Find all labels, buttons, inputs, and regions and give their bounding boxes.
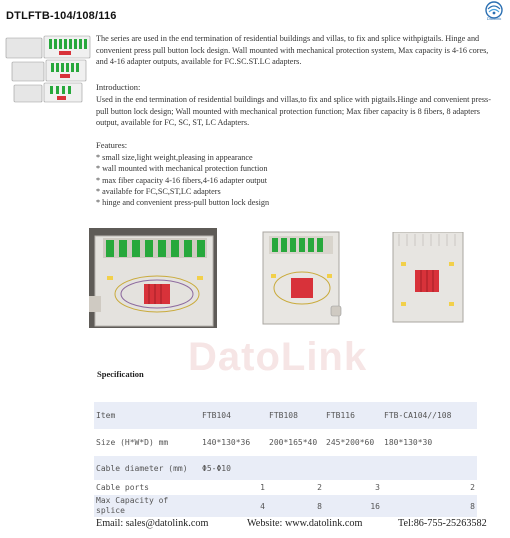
feature-item: * hinge and convenient press-pull button lock design bbox=[96, 198, 270, 208]
table-cell: FTB108 bbox=[267, 402, 324, 429]
document-title: DTLFTB-104/108/116 bbox=[6, 10, 117, 22]
table-cell: 2 bbox=[317, 483, 322, 492]
table-cell: 1 bbox=[260, 483, 265, 492]
feature-item: * max fiber capacity 4-16 fibers,4-16 adapter output bbox=[96, 175, 267, 185]
table-cell: Item bbox=[94, 402, 200, 429]
table-cell: Size (H*W*D) mm bbox=[96, 438, 169, 447]
table-cell: 16 bbox=[324, 495, 382, 517]
table-cell: 3 bbox=[375, 483, 380, 492]
specification-heading: Specification bbox=[97, 369, 144, 379]
table-row bbox=[94, 480, 477, 495]
table-cell: Cable ports bbox=[96, 483, 149, 492]
table-cell: Φ5-Φ10 bbox=[200, 456, 477, 480]
table-row bbox=[94, 495, 477, 517]
product-thumb-ftb104 bbox=[12, 81, 86, 110]
feature-item: * small size,light weight,pleasing in appearance bbox=[96, 153, 253, 162]
table-row bbox=[94, 429, 477, 456]
watermark: DatoLink bbox=[188, 335, 368, 379]
introduction-heading: Introduction: bbox=[96, 82, 141, 92]
table-cell: Cable diameter (mm) bbox=[94, 456, 200, 480]
contact-footer bbox=[96, 518, 508, 534]
product-photo-open-8-port bbox=[257, 228, 347, 333]
product-photo-open-4-port bbox=[389, 232, 467, 331]
specification-table bbox=[94, 402, 477, 517]
features-heading: Features: bbox=[96, 140, 128, 150]
table-cell: 140*130*36 bbox=[202, 438, 251, 447]
table-cell: FTB116 bbox=[324, 402, 382, 429]
table-row bbox=[94, 402, 477, 429]
product-photo-open-16-port bbox=[89, 228, 217, 333]
footer-website: Website: www.datolink.com bbox=[247, 518, 363, 529]
footer-telephone: Tel:86-755-25263582 bbox=[398, 518, 487, 529]
table-cell: Max Capacity of splice bbox=[94, 495, 200, 517]
logo-text: Datolink bbox=[486, 16, 502, 21]
table-cell: 200*165*40 bbox=[269, 438, 318, 447]
table-cell: 245*200*60 bbox=[326, 438, 375, 447]
table-cell: 4 bbox=[200, 495, 267, 517]
table-cell: 2 bbox=[470, 483, 475, 492]
table-cell: 8 bbox=[382, 495, 477, 517]
feature-item: * availabfe for FC,SC,ST,LC adapters bbox=[96, 186, 221, 196]
features-list bbox=[96, 152, 269, 208]
table-cell: 180*130*30 bbox=[384, 438, 433, 447]
table-cell: FTB-CA104//108 bbox=[382, 402, 477, 429]
table-row bbox=[94, 456, 477, 480]
table-cell: 8 bbox=[267, 495, 324, 517]
table-cell: FTB104 bbox=[200, 402, 267, 429]
footer-email: Email: sales@datolink.com bbox=[96, 518, 209, 529]
product-description: The series are used in the end termination of residential buildings and villas, to fix and splice withpigtails. Hinge and convenient press pull button lock design. Wall mounted with mechanical protection system, Max capacity is 4-16 cores, and 4-16 adapter outputs, available for FC.SC.ST.LC adapters. bbox=[96, 34, 489, 67]
feature-item: * wall mounted with mechanical protection function bbox=[96, 164, 268, 174]
introduction-text: Used in the end termination of residential buildings and villas,to fix and splice with pigtails.Hinge and convenient press-pull button lock design; Wall mounted with mechanical protection function; Max fiber capacity is 8 fibers, 8 adapters output, available for FC, SC, ST, LC Adapters. bbox=[96, 95, 491, 128]
